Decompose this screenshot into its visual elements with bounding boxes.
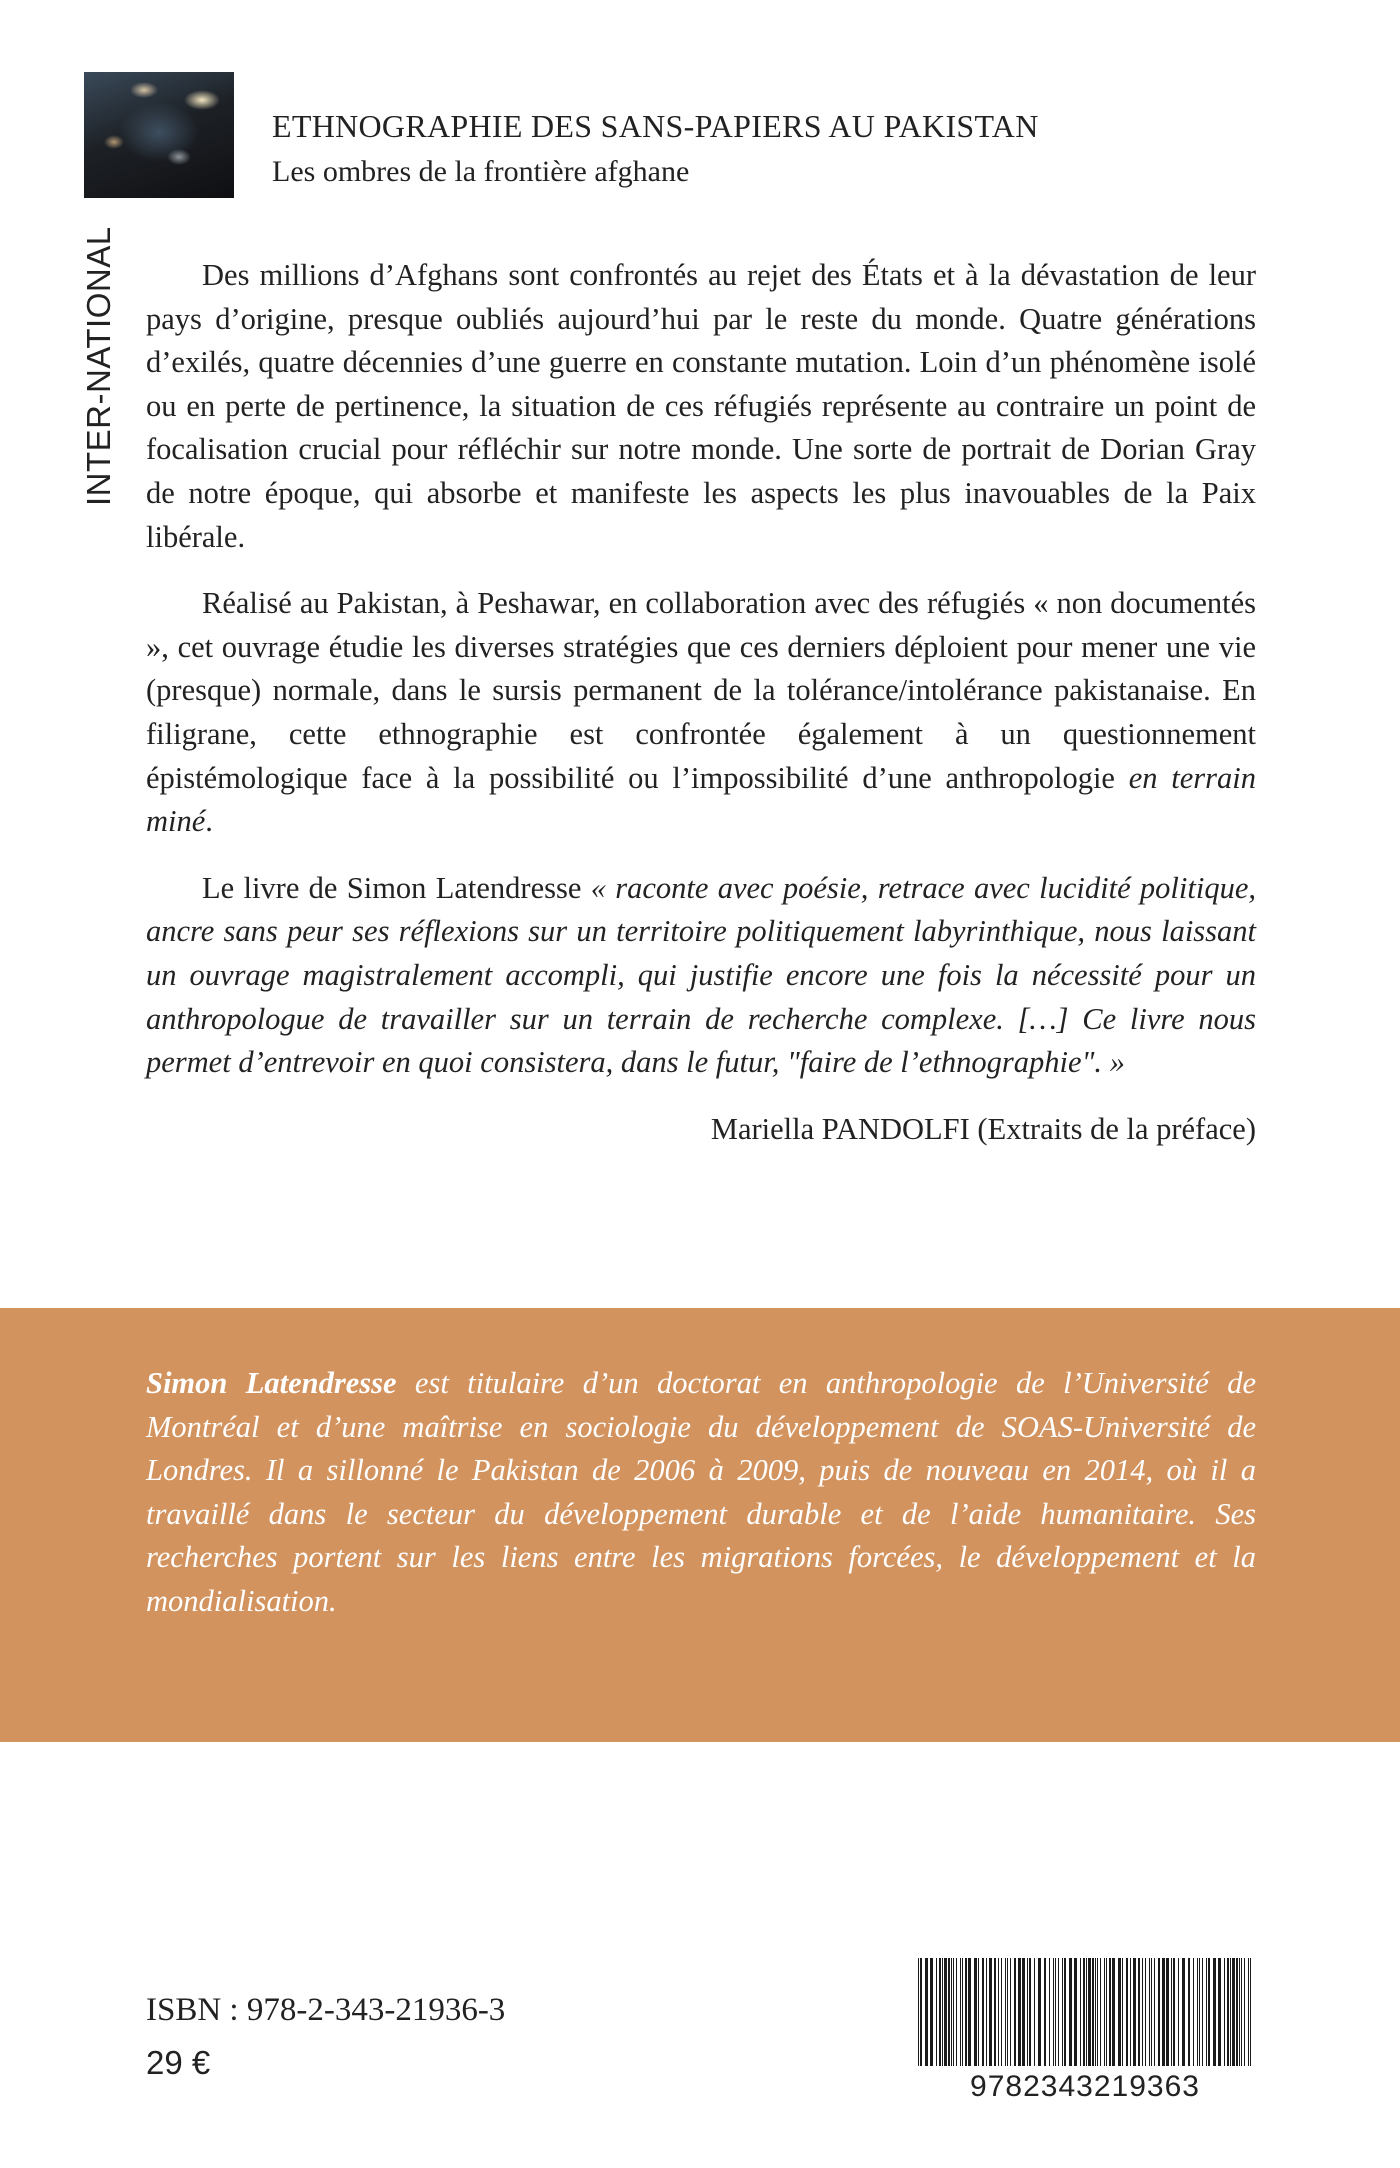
barcode-bars [908, 1958, 1262, 2070]
barcode-bar [1055, 1958, 1056, 2066]
barcode-bar [1118, 1958, 1121, 2066]
barcode-bar [936, 1958, 937, 2066]
summary-paragraph-1: Des millions d’Afghans sont confrontés au rejet des États et à la dévastation de leur pays d’origine, presque oubliés aujourd’hui par le reste du monde. Quatre générations d’exilés, quatre décennies d’une guerre en constante mutation. Loin d’un phénomène isolé ou en perte de pertinence, la situation de ces réfugiés représente au contraire un point de focalisation crucial pour réfléchir sur notre monde. Une sorte de portrait de Dorian Gray de notre époque, qui absorbe et manifeste les aspects les plus inavouables de la Paix libérale. [146, 258, 1256, 554]
barcode-bar [944, 1958, 947, 2066]
barcode-bar [1227, 1958, 1229, 2066]
author-bio-text: est titulaire d’un doctorat en anthropologie de l’Université de Montréal et d’une maîtrise en sociologie du développement de SOAS-Université de Londres. Il a sillonné le Pakistan de 2006 à 2009, puis de nouveau en 2014, où il a travaillé dans le secteur du développement durable et de l’aide humanitaire. Ses recherches portent sur les liens entre les migrations forcées, le développement et la mondialisation. [146, 1366, 1256, 1618]
barcode-bar [1197, 1958, 1198, 2066]
barcode-bar [994, 1958, 996, 2066]
barcode-bar [1064, 1958, 1066, 2066]
paragraph-2-end: . [205, 804, 213, 839]
barcode-bar [1104, 1958, 1105, 2066]
barcode-bar [1199, 1958, 1200, 2066]
barcode-bar [1138, 1958, 1140, 2066]
summary-paragraph-3 [146, 867, 1256, 1085]
barcode-bar [1062, 1958, 1063, 2066]
barcode-bar [1188, 1958, 1190, 2066]
barcode-bar [1018, 1958, 1021, 2066]
barcode-bar [920, 1958, 922, 2066]
barcode-bar [1058, 1958, 1059, 2066]
barcode-bar [1034, 1958, 1035, 2066]
summary [146, 254, 1256, 1151]
preface-quote: « raconte avec poésie, retrace avec lucidité politique, ancre sans peur ses réflexions sur un territoire politiquement labyrinthique, nous laissant un ouvrage magistralement accompli, qui justifie encore une fois la nécessité pour un anthropologue de travailler sur un terrain de recherche complexe. […] Ce livre nous permet d’entrevoir en quoi consistera, dans le futur, "faire de l’ethnographie". » [146, 870, 1256, 1080]
barcode-bar [1088, 1958, 1091, 2066]
barcode-bar [1202, 1958, 1203, 2066]
barcode-bar [1206, 1958, 1207, 2066]
barcode-bar [1241, 1958, 1242, 2066]
barcode-bar [1005, 1958, 1006, 2066]
barcode-bar [1154, 1958, 1155, 2066]
barcode-bar [965, 1958, 967, 2066]
barcode-bar [1130, 1958, 1131, 2066]
barcode-bar [974, 1958, 977, 2066]
barcode-bar [1049, 1958, 1050, 2066]
paragraph-2-text: Réalisé au Pakistan, à Peshawar, en collaboration avec des réfugiés « non documentés », cet ouvrage étudie les diverses stratégies que ces derniers déploient pour mener une vie (presque) normale, dans le sursis permanent de la tolérance/intolérance pakistanaise. En filigrane, cette ethnographie est confrontée également à un questionnement épistémologique face à la possibilité ou l’impossibilité d’une anthropologie [146, 586, 1256, 795]
barcode-bar [1027, 1958, 1028, 2066]
barcode-bar [1149, 1958, 1150, 2066]
barcode-bar [1224, 1958, 1225, 2066]
barcode-bar [1074, 1958, 1077, 2066]
cover-photo [84, 72, 234, 198]
barcode-bar [930, 1958, 933, 2066]
barcode-bar [1158, 1958, 1160, 2066]
barcode-bar [1122, 1958, 1123, 2066]
barcode-bar [1193, 1958, 1194, 2066]
barcode-bar [1232, 1958, 1235, 2066]
barcode-bar [1142, 1958, 1143, 2066]
barcode-bar [962, 1958, 963, 2066]
barcode-bar [1145, 1958, 1146, 2066]
barcode-bar [939, 1958, 941, 2066]
barcode-bar [1029, 1958, 1031, 2066]
barcode [908, 1954, 1262, 2110]
barcode-bar [1069, 1958, 1072, 2066]
barcode-bar [1044, 1958, 1046, 2066]
barcode-bar [1097, 1958, 1098, 2066]
barcode-bar [1053, 1958, 1054, 2066]
barcode-bar [1109, 1958, 1111, 2066]
barcode-bar [956, 1958, 957, 2066]
barcode-bar [1083, 1958, 1085, 2066]
barcode-bar [1080, 1958, 1081, 2066]
barcode-bar [1230, 1958, 1231, 2066]
barcode-bar [1236, 1958, 1238, 2066]
barcode-bar [1007, 1958, 1008, 2066]
barcode-bar [1022, 1958, 1025, 2066]
barcode-bar [1095, 1958, 1096, 2066]
barcode-bar [1100, 1958, 1101, 2066]
barcode-bar [989, 1958, 992, 2066]
barcode-bar [1239, 1958, 1240, 2066]
paragraph-3-lead: Le livre de Simon Latendresse [202, 870, 591, 905]
author-name: Simon Latendresse [146, 1366, 397, 1400]
barcode-bar [968, 1958, 971, 2066]
barcode-bar [1250, 1958, 1251, 2066]
barcode-bar [918, 1958, 919, 2066]
barcode-bar [1218, 1958, 1221, 2066]
isbn: ISBN : 978-2-343-21936-3 [146, 1992, 506, 2028]
barcode-bar [1171, 1958, 1172, 2066]
barcode-bar [1001, 1958, 1002, 2066]
book-title: ETHNOGRAPHIE DES SANS-PAPIERS AU PAKISTAN [272, 108, 1039, 144]
barcode-bar [982, 1958, 984, 2066]
barcode-bar [948, 1958, 950, 2066]
price: 29 € [146, 2044, 211, 2081]
barcode-bar [1182, 1958, 1185, 2066]
barcode-bar [1166, 1958, 1169, 2066]
barcode-bar [1010, 1958, 1011, 2066]
barcode-bar [1106, 1958, 1107, 2066]
barcode-bar [1244, 1958, 1245, 2066]
barcode-bar [1112, 1958, 1115, 2066]
summary-paragraph-2 [146, 582, 1256, 844]
barcode-bar [951, 1958, 952, 2066]
barcode-bar [925, 1958, 928, 2066]
barcode-bar [1213, 1958, 1216, 2066]
barcode-bar [1248, 1958, 1249, 2066]
paragraph-2-term: en terrain miné [146, 760, 1257, 839]
barcode-bar [1151, 1958, 1152, 2066]
barcode-bar [1208, 1958, 1210, 2066]
barcode-bar [986, 1958, 987, 2066]
barcode-bar [960, 1958, 961, 2066]
book-subtitle: Les ombres de la frontière afghane [272, 155, 690, 188]
barcode-bar [1173, 1958, 1175, 2066]
barcode-bar [1178, 1958, 1179, 2066]
barcode-bar [1092, 1958, 1094, 2066]
barcode-bar [1086, 1958, 1087, 2066]
barcode-bar [1162, 1958, 1165, 2066]
header [272, 104, 1272, 196]
barcode-bar [978, 1958, 979, 2066]
barcode-bar [1133, 1958, 1136, 2066]
series-label: INTER-NATIONAL [80, 226, 117, 506]
quote-attribution: Mariella PANDOLFI (Extraits de la préface) [710, 1111, 1256, 1146]
author-bio [146, 1362, 1256, 1624]
barcode-bar [1014, 1958, 1016, 2066]
barcode-number: 9782343219363 [970, 2070, 1200, 2103]
barcode-bar [953, 1958, 954, 2066]
barcode-bar [1038, 1958, 1041, 2066]
barcode-bar [942, 1958, 943, 2066]
barcode-bar [998, 1958, 999, 2066]
barcode-bar [1126, 1958, 1128, 2066]
